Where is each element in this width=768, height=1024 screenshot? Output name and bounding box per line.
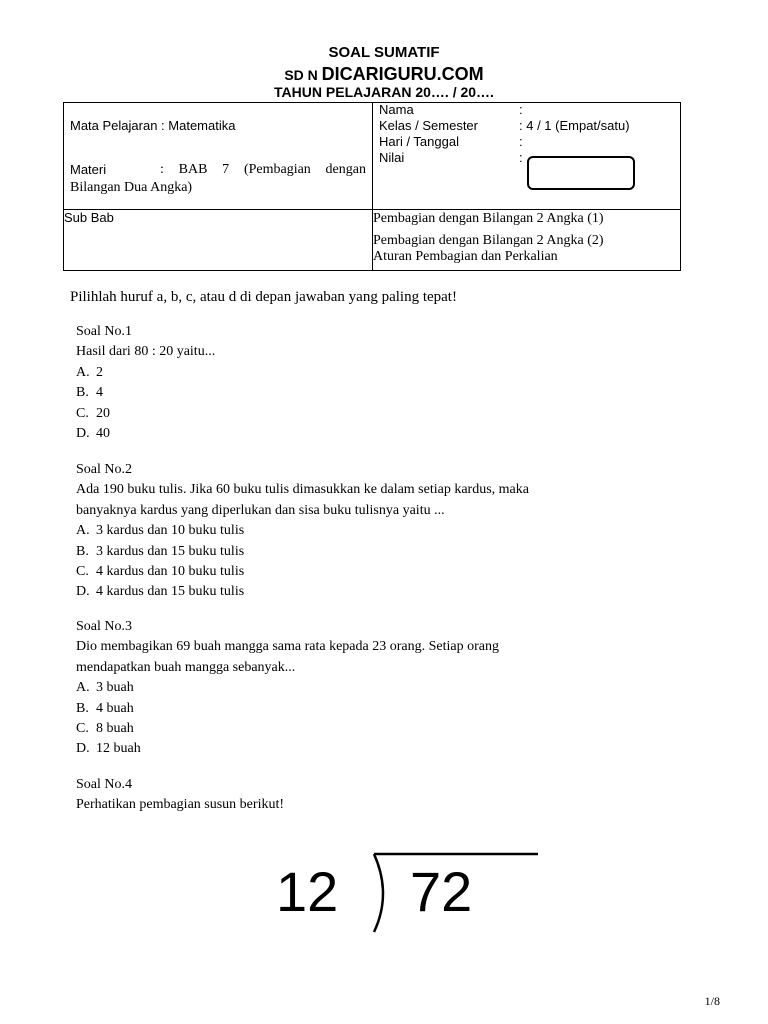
school-prefix: SD N <box>284 67 318 83</box>
question-text: Hasil dari 80 : 20 yaitu... <box>76 344 216 360</box>
school-domain: DICARIGURU.COM <box>321 64 484 84</box>
question-text: Dio membagikan 69 buah mangga sama rata kepada 23 orang. Setiap orang <box>76 639 499 655</box>
option[interactable]: B. 4 <box>76 385 103 401</box>
subchapter-label: Sub Bab <box>64 210 373 271</box>
question-label: Soal No.1 <box>76 324 132 339</box>
subchapter-item: Pembagian dengan Bilangan 2 Angka (2) <box>373 233 604 248</box>
page-number: 1/8 <box>704 994 720 1008</box>
question-4 <box>76 775 284 816</box>
material-label: Materi <box>70 162 107 177</box>
question-text: Perhatikan pembagian susun berikut! <box>76 797 285 813</box>
student-cell <box>373 103 681 210</box>
name-label: Nama <box>379 102 414 117</box>
date-value: : <box>519 134 523 149</box>
question-1 <box>76 322 215 444</box>
identity-table <box>63 102 681 271</box>
academic-year: TAHUN PELAJARAN 20…. / 20…. <box>274 84 494 100</box>
name-value: : <box>519 102 523 117</box>
subchapter-item: Aturan Pembagian dan Perkalian <box>373 249 558 264</box>
option[interactable]: C. 8 buah <box>76 721 134 737</box>
option[interactable]: A. 3 kardus dan 10 buku tulis <box>76 523 245 539</box>
question-label: Soal No.2 <box>76 462 132 477</box>
option[interactable]: D. 40 <box>76 426 110 442</box>
option[interactable]: B. 3 kardus dan 15 buku tulis <box>76 543 245 559</box>
material-value-2: Bilangan Dua Angka) <box>70 180 193 195</box>
divisor: 12 <box>276 860 339 923</box>
question-text: banyaknya kardus yang diperlukan dan sisa buku tulisnya yaitu ... <box>76 502 445 518</box>
question-2 <box>76 460 529 603</box>
class-value: : 4 / 1 (Empat/satu) <box>519 118 630 133</box>
option[interactable]: C. 4 kardus dan 10 buku tulis <box>76 564 245 580</box>
subchapter-item: Pembagian dengan Bilangan 2 Angka (1) <box>373 211 604 226</box>
class-label: Kelas / Semester <box>379 118 478 133</box>
material-value-1: : BAB 7 (Pembagian dengan <box>160 162 366 177</box>
option[interactable]: A. 2 <box>76 364 103 380</box>
option[interactable]: D. 4 kardus dan 15 buku tulis <box>76 584 245 600</box>
score-label: Nilai <box>379 150 405 165</box>
dividend: 72 <box>410 860 473 923</box>
option[interactable]: A. 3 buah <box>76 680 134 696</box>
material-text <box>64 161 372 197</box>
question-label: Soal No.3 <box>76 619 132 634</box>
school-name <box>0 64 768 85</box>
subject-cell <box>64 103 373 210</box>
subject-label: Mata Pelajaran : Matematika <box>70 118 236 133</box>
instruction: Pilihlah huruf a, b, c, atau d di depan jawaban yang paling tepat! <box>70 289 457 305</box>
option[interactable]: D. 12 buah <box>76 741 141 757</box>
subchapter-list <box>373 210 681 271</box>
score-box <box>527 156 635 190</box>
option[interactable]: B. 4 buah <box>76 700 134 716</box>
question-label: Soal No.4 <box>76 777 132 792</box>
exam-title: SOAL SUMATIF <box>328 44 440 61</box>
score-value: : <box>519 150 523 165</box>
question-3 <box>76 617 499 760</box>
question-text: Ada 190 buku tulis. Jika 60 buku tulis dimasukkan ke dalam setiap kardus, maka <box>76 482 529 498</box>
option[interactable]: C. 20 <box>76 405 110 421</box>
long-division <box>270 850 550 940</box>
date-label: Hari / Tanggal <box>379 134 459 149</box>
question-text: mendapatkan buah mangga sebanyak... <box>76 659 296 675</box>
